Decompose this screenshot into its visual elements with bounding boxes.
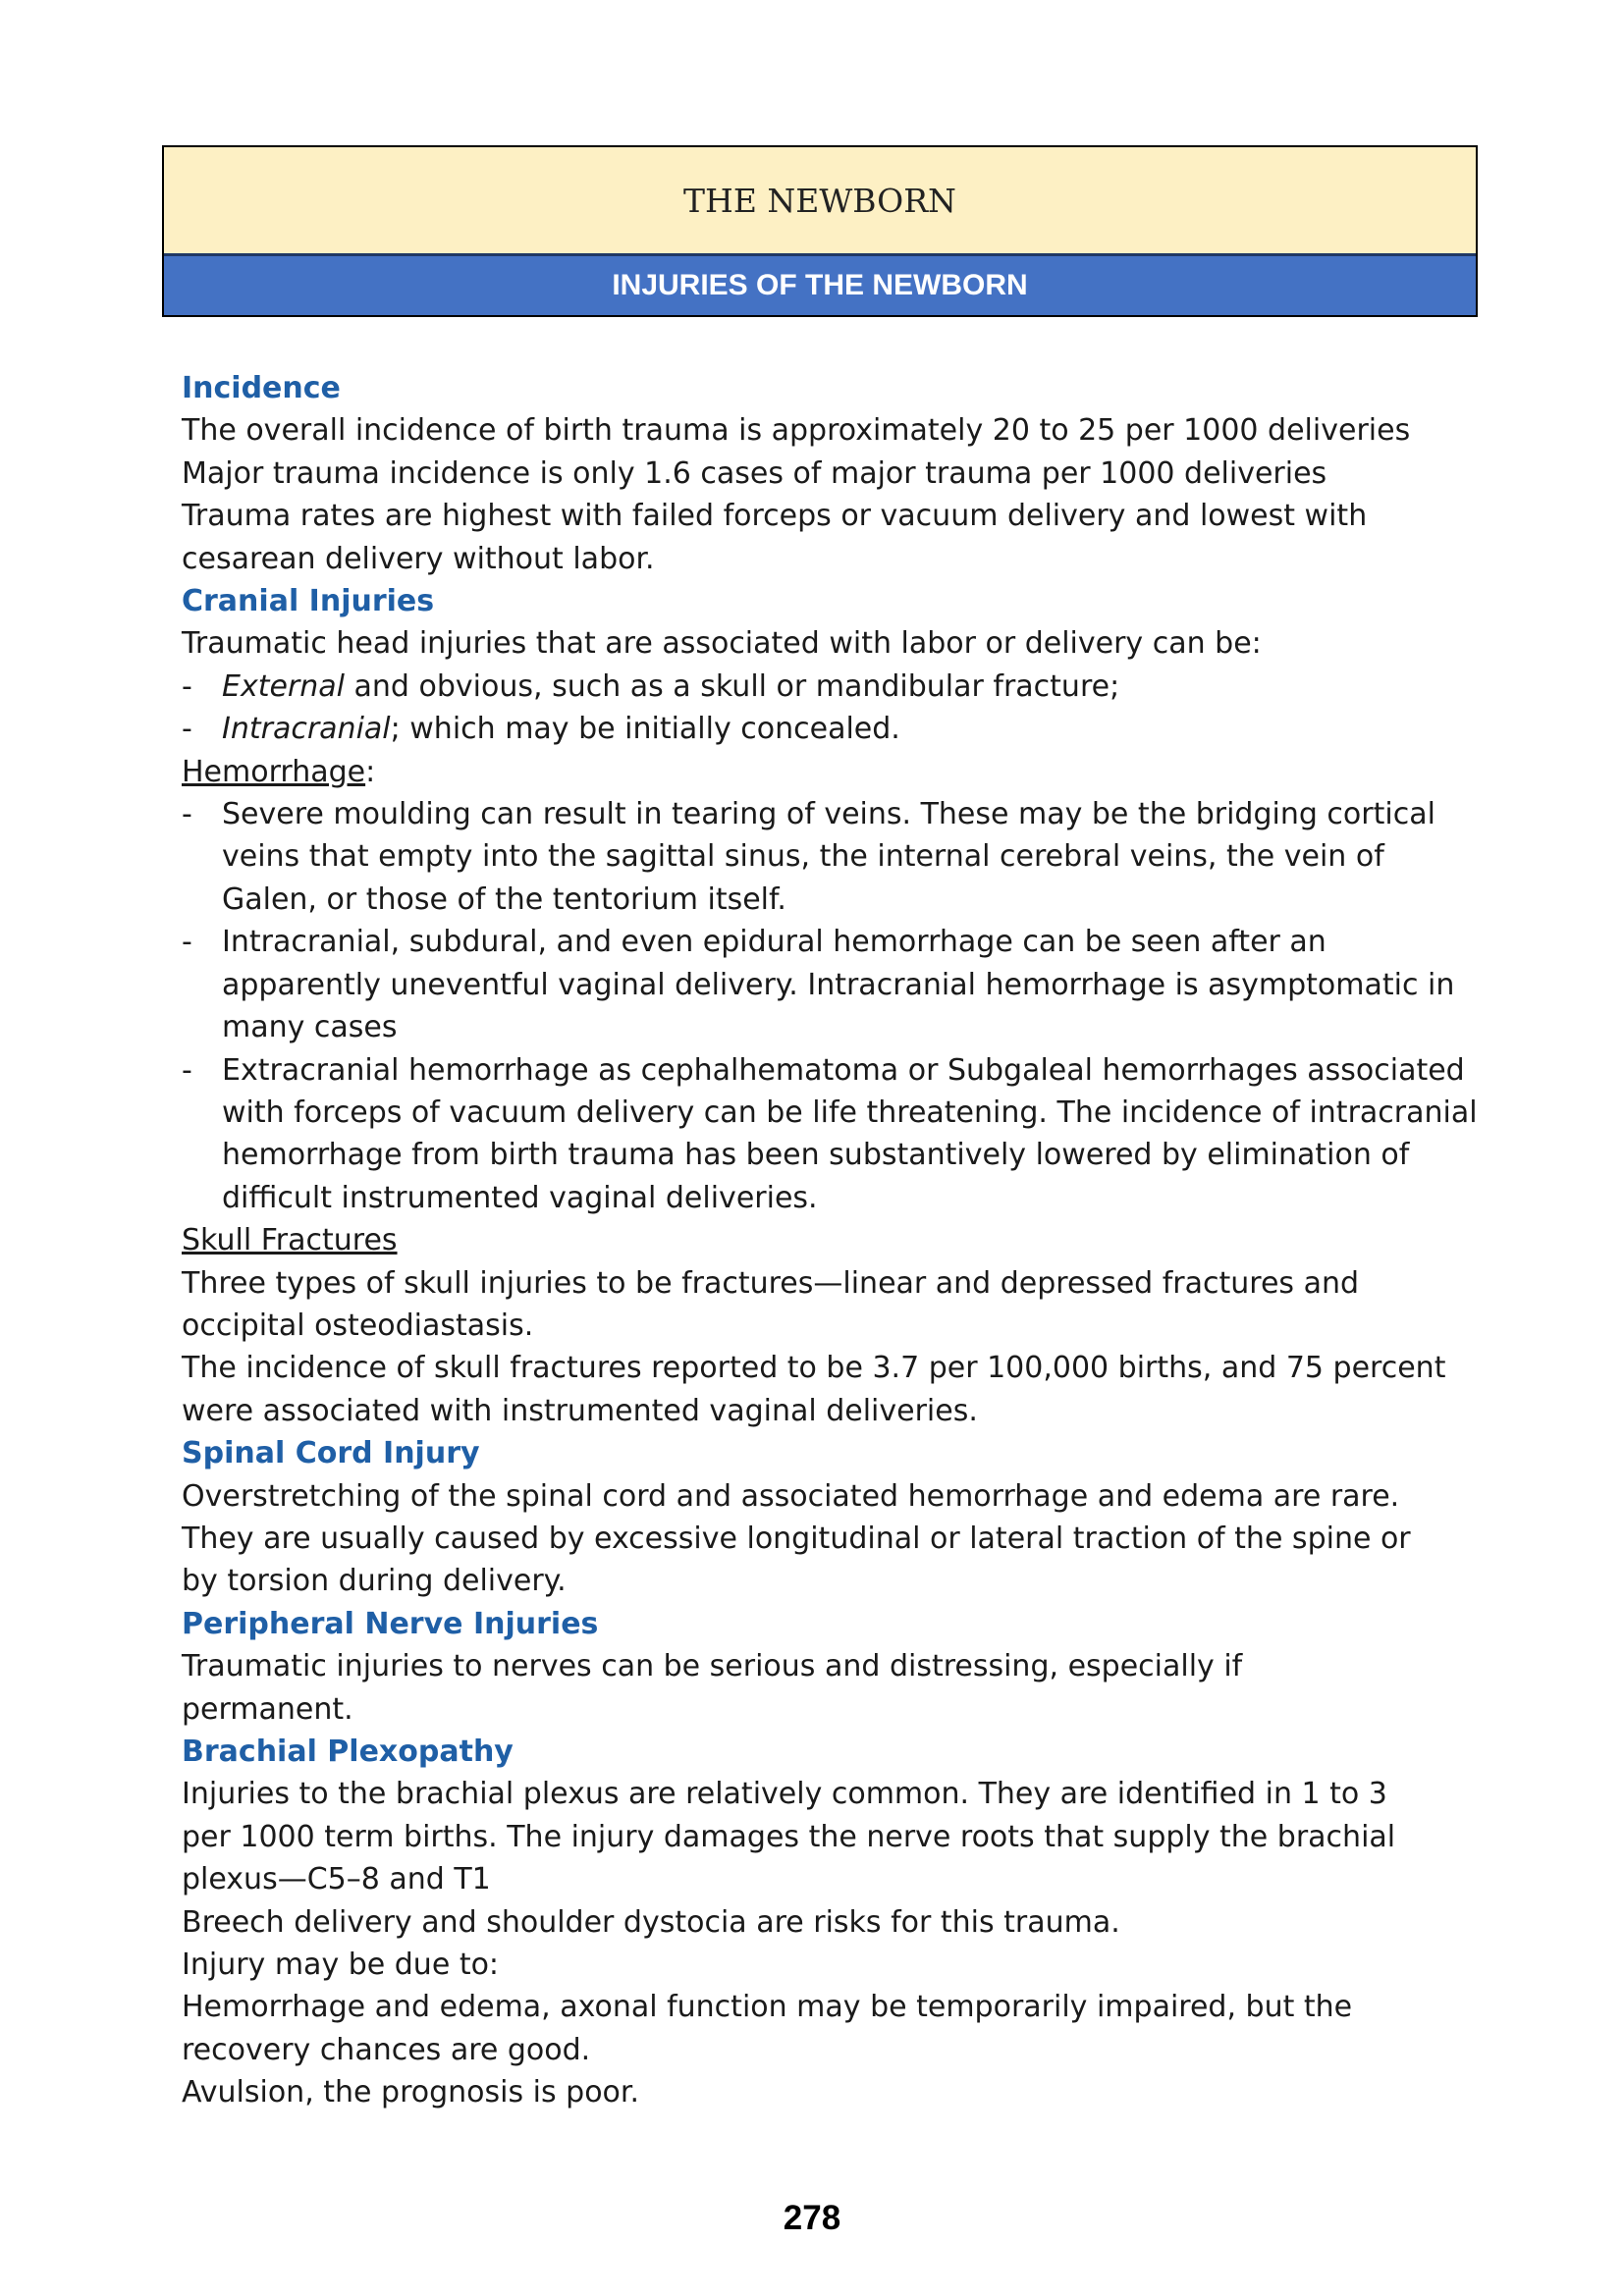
subheading-text: Skull Fractures <box>182 1223 398 1258</box>
dash-marker: - <box>182 1052 192 1088</box>
emphasis-text: Intracranial <box>222 712 391 747</box>
section-title: INJURIES OF THE NEWBORN <box>164 256 1476 315</box>
list-item <box>182 793 1478 921</box>
heading-spinal-cord-injury: Spinal Cord Injury <box>182 1436 480 1471</box>
text-line: permanent. <box>182 1691 353 1727</box>
list-item-text: and obvious, such as a skull or mandibular fracture; <box>345 668 1120 704</box>
text-line: Injuries to the brachial plexus are relatively common. They are identified in 1 to 3 <box>182 1777 1387 1812</box>
text-line: Overstretching of the spinal cord and associated hemorrhage and edema are rare. <box>182 1478 1400 1514</box>
subheading-text: Hemorrhage <box>182 754 366 789</box>
text-line: cesarean delivery without labor. <box>182 541 655 576</box>
paragraph: Hemorrhage and edema, axonal function may be temporarily impaired, but the recovery chances are good. <box>182 1990 1353 2067</box>
chapter-title: THE NEWBORN <box>164 147 1476 256</box>
subheading-skull-fractures <box>182 1219 1478 1261</box>
text-line: Traumatic head injuries that are associated with labor or delivery can be: <box>182 626 1262 662</box>
document-body <box>182 367 1478 2114</box>
chapter-header <box>162 145 1478 317</box>
text-line: Traumatic injuries to nerves can be serious and distressing, especially if <box>182 1649 1243 1684</box>
dash-marker: - <box>182 668 192 704</box>
text-line: by torsion during delivery. <box>182 1564 567 1599</box>
heading-cranial-injuries: Cranial Injuries <box>182 584 435 619</box>
text-line: The overall incidence of birth trauma is approximately 20 to 25 per 1000 deliveries <box>182 413 1411 449</box>
list-item <box>182 921 1478 1048</box>
list-item <box>182 666 1478 708</box>
dash-marker: - <box>182 797 192 832</box>
dash-marker: - <box>182 712 192 747</box>
heading-brachial-plexopathy: Brachial Plexopathy <box>182 1735 514 1769</box>
text-line: Major trauma incidence is only 1.6 cases of major trauma per 1000 deliveries <box>182 455 1327 491</box>
text-line: Injury may be due to: <box>182 1948 500 1983</box>
text-line: Trauma rates are highest with failed forceps or vacuum delivery and lowest with <box>182 499 1368 534</box>
text-line: per 1000 term births. The injury damages the nerve roots that supply the brachial <box>182 1819 1396 1854</box>
text-line: plexus—C5–8 and T1 <box>182 1862 491 1897</box>
text-line: Avulsion, the prognosis is poor. <box>182 2075 640 2110</box>
text-line: They are usually caused by excessive longitudinal or lateral traction of the spine or <box>182 1521 1411 1556</box>
list-item-text: Extracranial hemorrhage as cephalhematoma or Subgaleal hemorrhages associated with forceps of vacuum delivery can be life threatening. The incidence of intracranial hemorrhage from birth trauma has been substantively lowered by elimination of difficult instrumented vaginal deliveries. <box>222 1052 1478 1215</box>
paragraph: Three types of skull injuries to be fractures—linear and depressed fractures and occipital osteodiastasis. <box>182 1265 1360 1343</box>
emphasis-text: External <box>222 668 345 704</box>
paragraph: The incidence of skull fractures reported to be 3.7 per 100,000 births, and 75 percent were associated with instrumented vaginal deliveries. <box>182 1351 1446 1428</box>
list-item <box>182 708 1478 750</box>
list-item-text: ; which may be initially concealed. <box>390 712 900 747</box>
text-line: Breech delivery and shoulder dystocia are risks for this trauma. <box>182 1904 1120 1940</box>
page-number: 278 <box>783 2199 841 2237</box>
subheading-hemorrhage <box>182 751 1478 793</box>
list-item <box>182 1049 1478 1220</box>
list-item-text: Intracranial, subdural, and even epidural hemorrhage can be seen after an apparently uneventful vaginal delivery. Intracranial hemorrhage is asymptomatic in many cases <box>222 925 1455 1045</box>
heading-incidence: Incidence <box>182 371 341 405</box>
dash-marker: - <box>182 925 192 960</box>
list-item-text: Severe moulding can result in tearing of veins. These may be the bridging cortical veins that empty into the sagittal sinus, the internal cerebral veins, the vein of Galen, or those of the tentorium itself. <box>222 797 1435 917</box>
heading-peripheral-nerve-injuries: Peripheral Nerve Injuries <box>182 1606 599 1641</box>
subheading-colon: : <box>365 754 376 789</box>
